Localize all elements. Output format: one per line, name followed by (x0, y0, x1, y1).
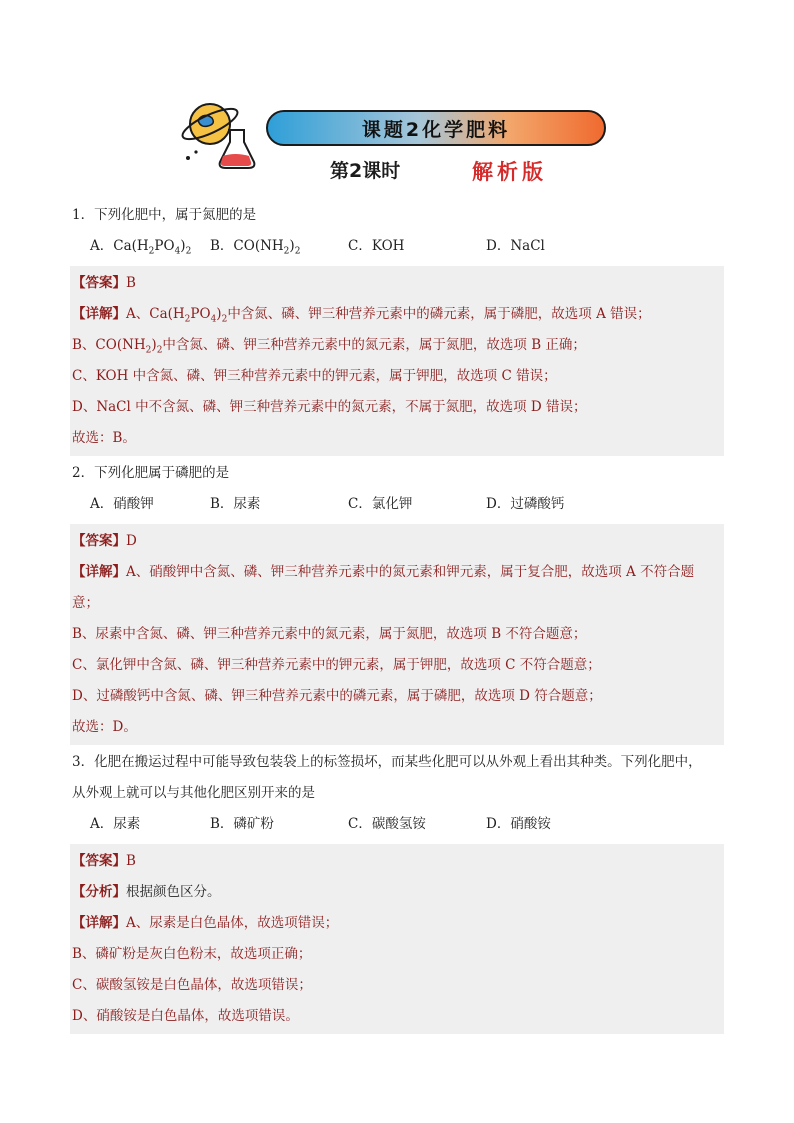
detail-line: B、尿素中含氮、磷、钾三种营养元素中的氮元素，属于氮肥，故选项 B 不符合题意； (72, 626, 587, 642)
question-3 (70, 747, 724, 1034)
option-d: D．硝酸铵 (486, 816, 551, 832)
question-options (70, 809, 724, 840)
page-title: 课题2化学肥料 (361, 118, 511, 141)
detail-line: C、氯化钾中含氮、磷、钾三种营养元素中的钾元素，属于钾肥，故选项 C 不符合题意； (72, 657, 601, 673)
questions (70, 200, 724, 1036)
detail-line: D、过磷酸钙中含氮、磷、钾三种营养元素中的磷元素，属于磷肥，故选项 D 符合题意； (72, 688, 602, 704)
question-stem: 3．化肥在搬运过程中可能导致包装袋上的标签损坏，而某些化肥可以从外观上看出其种类。下列化肥中， (72, 754, 702, 770)
conclusion-line: 故选：D。 (72, 719, 137, 735)
option-c: C．KOH (348, 238, 405, 254)
option-d: D．过磷酸钙 (486, 496, 565, 512)
question-options (70, 231, 724, 262)
option-a: A．尿素 (90, 816, 141, 832)
answer-block (70, 844, 724, 1034)
detail-line: B、$CO(NH_2)_2$中含氮、磷、钾三种营养元素中的氮元素，属于氮肥，故选项 B 正确； (72, 337, 586, 356)
detail-line: B、磷矿粉是灰白色粉末，故选项正确； (72, 946, 312, 962)
detail-line: C、KOH 中含氮、磷、钾三种营养元素中的钾元素，属于钾肥，故选项 C 错误； (72, 368, 557, 384)
answer-block (70, 266, 724, 456)
title-banner (266, 110, 606, 146)
answer-line: 【答案】B (72, 275, 136, 291)
answer-block (70, 524, 724, 745)
answer-line: 【答案】D (72, 533, 137, 549)
option-b: B．$CO(NH_2)_2$ (210, 238, 301, 257)
lesson-subtitle: 第2课时 (330, 160, 401, 182)
detail-line: D、NaCl 中不含氮、磷、钾三种营养元素中的氮元素，不属于氮肥，故选项 D 错误； (72, 399, 587, 415)
question-stem: 1．下列化肥中，属于氮肥的是 (72, 207, 257, 223)
answer-line: 【答案】B (72, 853, 136, 869)
option-c: C．氯化钾 (348, 496, 413, 512)
option-c: C．碳酸氢铵 (348, 816, 426, 832)
conclusion-line: 故选：B。 (72, 430, 136, 446)
version-label: 解析版 (472, 160, 547, 184)
question-stem: 2．下列化肥属于磷肥的是 (72, 465, 230, 481)
question-stem: 从外观上就可以与其他化肥区别开来的是 (72, 785, 315, 801)
analysis-line: 【分析】根据颜色区分。 (72, 884, 221, 900)
question-options (70, 489, 724, 520)
option-a: A．$Ca(H_2PO_4)_2$ (90, 238, 192, 257)
science-logo-icon (180, 96, 256, 170)
option-b: B．尿素 (210, 496, 261, 512)
detail-line: C、碳酸氢铵是白色晶体，故选项错误； (72, 977, 312, 993)
detail-line: D、硝酸铵是白色晶体，故选项错误。 (72, 1008, 299, 1024)
option-d: D．NaCl (486, 238, 545, 254)
detail-line: 【详解】A、硝酸钾中含氮、磷、钾三种营养元素中的氮元素和钾元素，属于复合肥，故选项 A 不符合题 (72, 564, 695, 580)
detail-line: 【详解】A、$Ca(H_2PO_4)_2$中含氮、磷、钾三种营养元素中的磷元素，属于磷肥，故选项 A 错误； (72, 306, 651, 325)
header (180, 96, 620, 191)
question-1 (70, 200, 724, 456)
question-2 (70, 458, 724, 745)
option-b: B．磷矿粉 (210, 816, 274, 832)
detail-line: 【详解】A、尿素是白色晶体，故选项错误； (72, 915, 339, 931)
detail-line: 意； (72, 595, 99, 611)
option-a: A．硝酸钾 (90, 496, 154, 512)
